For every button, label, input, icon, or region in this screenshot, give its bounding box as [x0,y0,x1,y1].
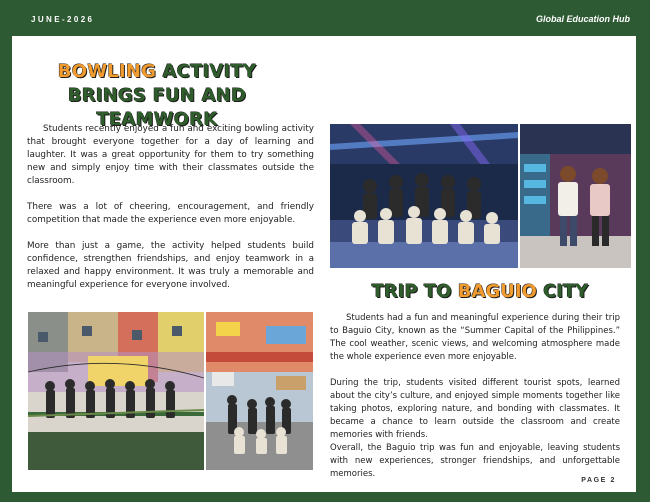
headline-line2: BRINGS FUN AND TEAMWORK [67,85,247,130]
baguio-paragraph-3: Overall, the Baguio trip was fun and enjoyable, leaving students with new experiences, stronger friendships, and unforgettable memories. [330,443,620,479]
bowling-group-photo [330,124,518,268]
bowling-article-body [27,123,314,305]
baguio-headline [330,280,630,304]
baguio-title-post: CITY [536,281,589,302]
baguio-paragraph-2: During the trip, students visited different tourist spots, learned about the city’s culture, and enjoyed simple moments together like taking photos, exploring nature, and bonding with classmates. It became a chance to learn outside the classroom and create memories with friends. [330,378,620,440]
baguio-article-body [330,312,620,481]
baguio-paragraph-1: Students had a fun and meaningful experience during their trip to Baguio City, known as the “Summer Capital of the Philippines.” The cool weather, scenic views, and welcoming atmosphere made the whole experience even more enjoyable. [330,313,620,362]
headline-highlight: BOWLING [57,61,157,82]
bowling-duo-photo [520,124,631,268]
baguio-group-photo [28,312,204,470]
baguio-title-highlight: BAGUIO [457,281,537,302]
baguio-title-pre: TRIP TO [371,281,458,302]
bowling-paragraph-2: There was a lot of cheering, encouragement, and friendly competition that made the experience even more enjoyable. [27,202,314,225]
headline-rest: ACTIVITY [156,61,257,82]
issue-date: JUNE-2026 [31,15,95,24]
baguio-street-photo [206,312,313,470]
page-number: PAGE 2 [581,477,616,484]
bowling-paragraph-3: More than just a game, the activity helped students build confidence, strengthen friendships, and enjoy teamwork in a relaxed and happy environment. It was truly a memorable and meaningful experience for everyone involved. [27,241,314,290]
bowling-headline [12,60,302,132]
newsletter-page [12,36,636,492]
publication-name: Global Education Hub [536,14,630,24]
bowling-paragraph-1: Students recently enjoyed a fun and exciting bowling activity that brought everyone together for a day of learning and laughter. It was a great opportunity for them to try something new and simply enjoy time with their classmates outside the classroom. [27,124,314,186]
top-bar [0,0,650,36]
